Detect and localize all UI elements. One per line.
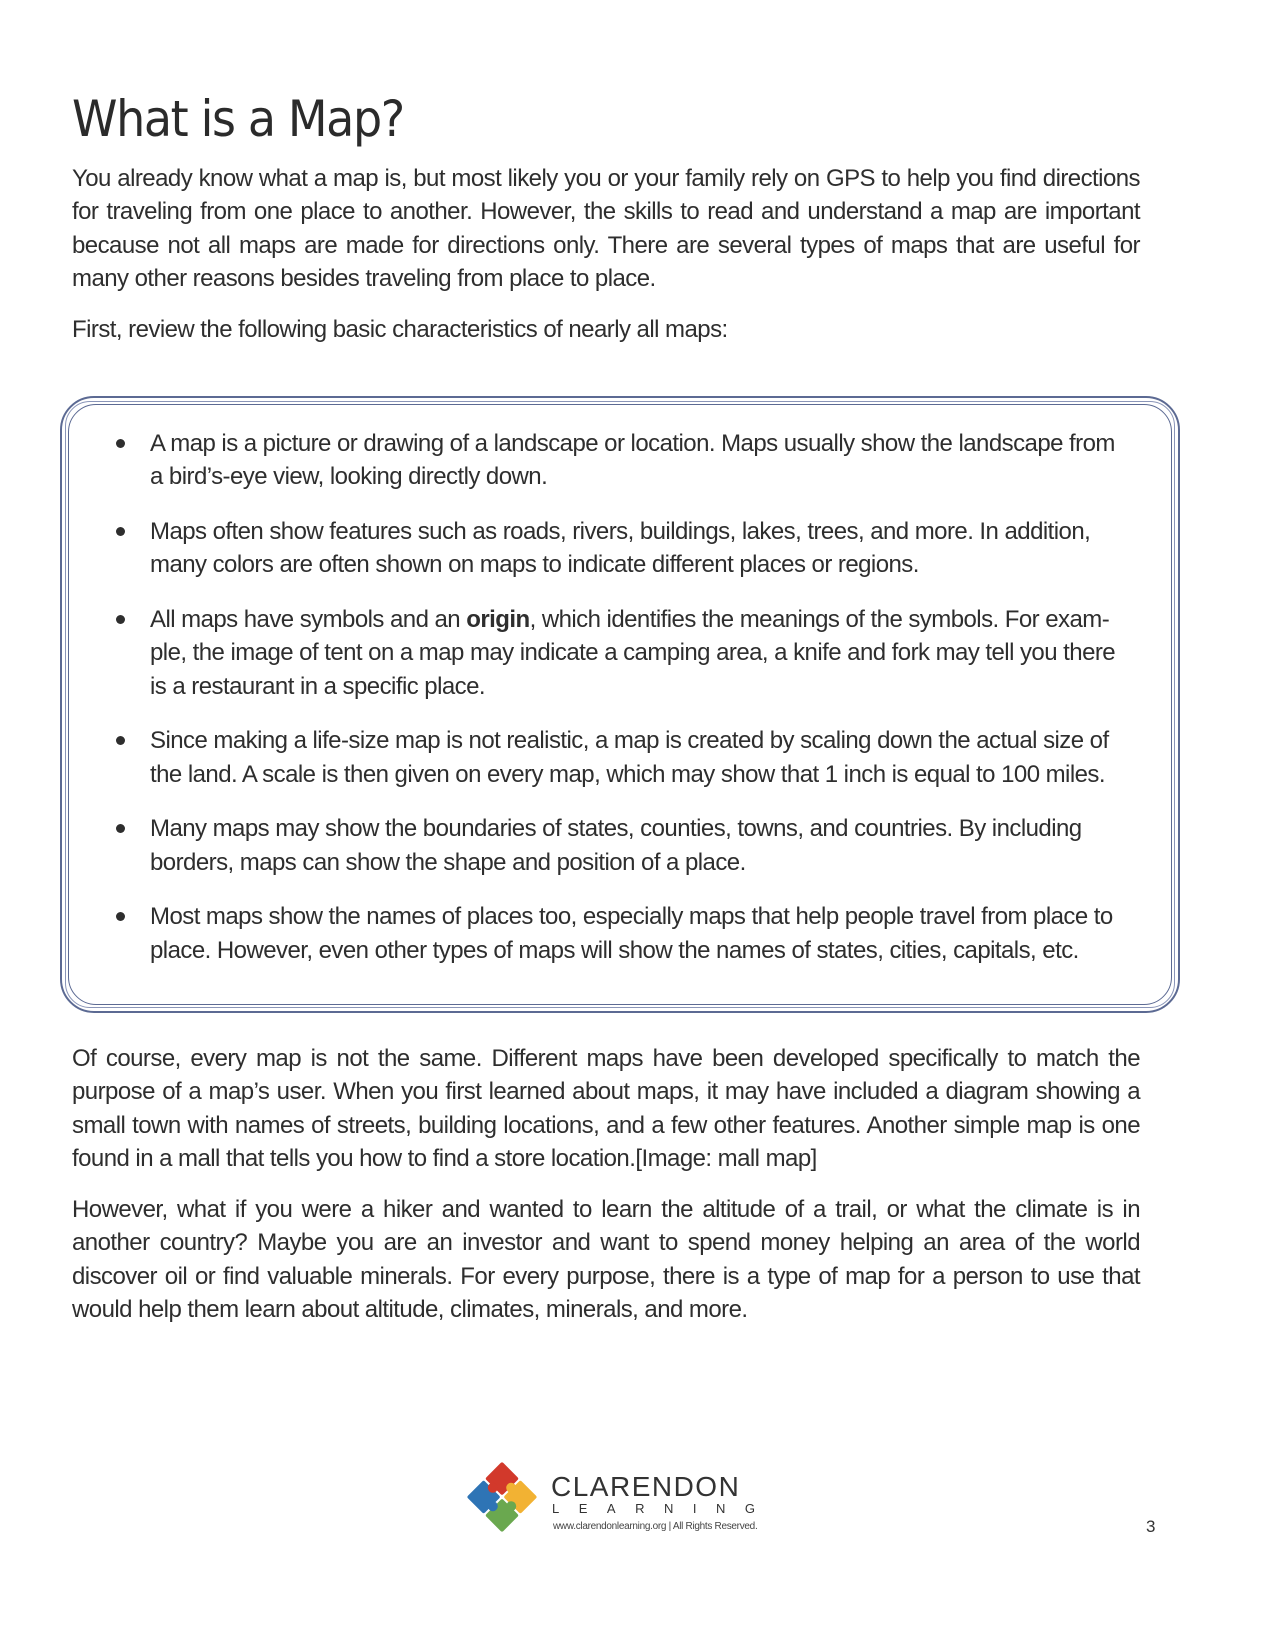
bullet-text: Many maps may show the boundaries of states, counties, towns, and countries. By including borders, maps can show the shape and position of a place. (150, 815, 1082, 876)
brand-name: CLARENDON (551, 1471, 741, 1502)
list-item (112, 900, 1118, 967)
copyright-note: www.clarendonlearning.org | All Rights Reserved. (553, 1521, 758, 1532)
bullet-text-end: , which identifies the meanings of the symbols. For exam-ple, the image of tent on a map may indicate a camping area, a knife and fork may tell you there is a restaurant in a specific place. (150, 605, 1116, 700)
bullet-icon (116, 736, 125, 745)
bullet-text: A map is a picture or drawing of a landscape or location. Maps usually show the landscape from a bird’s-eye view, looking directly down. (150, 430, 1115, 491)
page-number: 3 (1146, 1517, 1156, 1536)
bullet-text-start: All maps have symbols and an (150, 605, 467, 633)
review-prompt: First, review the following basic characteristics of nearly all maps: (72, 316, 728, 343)
bullet-text: Since making a life-size map is not realistic, a map is created by scaling down the actual size of the land. A scale is then given on every map, which may show that 1 inch is equal to 100 miles. (150, 727, 1109, 788)
list-item (112, 603, 1118, 703)
brand-subtitle: LEARNING (552, 1501, 775, 1516)
characteristics-list (112, 427, 1118, 988)
page-title: What is a Map? (72, 90, 404, 148)
bullet-text: Most maps show the names of places too, especially maps that help people travel from place to place. However, even other types of maps will show the names of states, cities, capitals, etc. (150, 903, 1113, 964)
list-item (112, 812, 1118, 879)
bullet-icon (116, 439, 125, 448)
bold-term-origin: origin (466, 605, 530, 633)
intro-paragraph: You already know what a map is, but most likely you or your family rely on GPS to help you find directions for traveling from one place to another. However, the skills to read and understand a map are important because not all maps are made for directions only. There are several types of maps that are useful for many other reasons besides traveling from place to place. (72, 165, 1140, 292)
list-item (112, 515, 1118, 582)
puzzle-logo-icon (463, 1458, 541, 1536)
however-paragraph: However, what if you were a hiker and wanted to learn the altitude of a trail, or what the climate is in another country? Maybe you are an investor and want to spend money helping an area of the world discover oil or find valuable minerals. For every purpose, there is a type of map for a person to use that would help them learn about altitude, climates, minerals, and more. (72, 1196, 1140, 1323)
bullet-icon (116, 912, 125, 921)
list-item (112, 724, 1118, 791)
bullet-icon (116, 527, 125, 536)
bullet-text: Maps often show features such as roads, rivers, buildings, lakes, trees, and more. In addition, many colors are often shown on maps to indicate different places or regions. (150, 517, 1091, 579)
list-item (112, 427, 1118, 494)
bullet-icon (116, 824, 125, 833)
bullet-icon (116, 615, 125, 624)
course-paragraph: Of course, every map is not the same. Different maps have been developed specifically to match the purpose of a map’s user. When you first learned about maps, it may have included a diagram showing a small town with names of streets, building locations, and a few other features. Another simple map is one found in a mall that tells you how to find a store location.[Image: mall map] (72, 1045, 1140, 1172)
